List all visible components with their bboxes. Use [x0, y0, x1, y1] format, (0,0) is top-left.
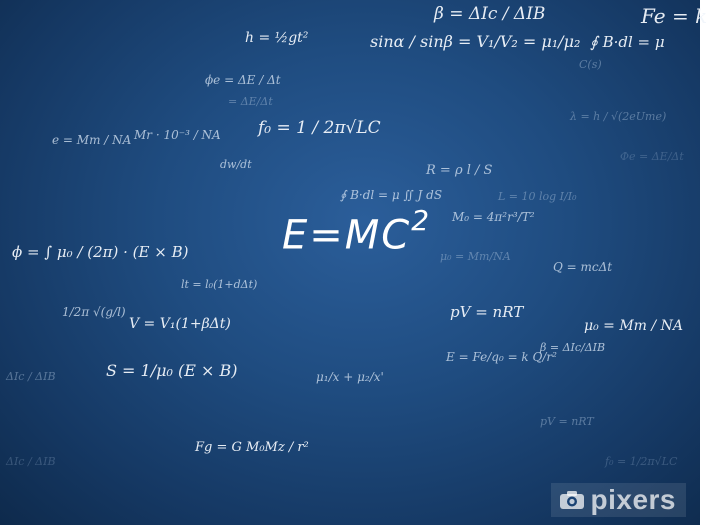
watermark-text: pixers: [590, 484, 676, 515]
formula: lt = l₀(1+dΔt): [181, 278, 258, 291]
formula: Fe = k: [641, 4, 707, 28]
formula: S = 1/μ₀ (E × B): [106, 361, 238, 380]
formula: C(s): [579, 58, 602, 71]
formula: Fg = G M₀Mz / r²: [195, 440, 309, 455]
formula: Mr · 10⁻³ / NA: [134, 128, 221, 142]
main-equation: [282, 204, 432, 259]
formula: pV = nRT: [540, 415, 594, 428]
formula: = ΔE/Δt: [228, 95, 273, 108]
formula: Φe = ΔE/Δt: [620, 150, 684, 163]
formula: R = ρ l / S: [426, 163, 493, 178]
watermark: [551, 483, 687, 517]
formula: λ = h / √(2eUme): [570, 110, 667, 123]
formula: β = ΔIc/ΔIB: [540, 341, 606, 354]
main-equation-exponent: 2: [411, 204, 432, 237]
formula: e = Mm / NA: [52, 133, 132, 147]
formula: pV = nRT: [450, 303, 524, 321]
formula: ΔIc / ΔIB: [6, 370, 56, 383]
formula: ∮ B·dl = μ: [590, 33, 665, 51]
formula: L = 10 log I/I₀: [498, 190, 577, 203]
formula: dw/dt: [220, 158, 252, 171]
formula: f₀ = 1/2π√LC: [605, 455, 678, 468]
formula: ∮ B·dl = μ ∬ J dS: [340, 188, 443, 202]
formula: ϕ = ∫ μ₀ / (2π) · (E × B): [12, 243, 189, 261]
main-equation-text: E=MC: [282, 212, 412, 259]
formula: h = ½gt²: [245, 30, 309, 46]
formula: μ₀ = Mm/NA: [440, 250, 511, 263]
formula: μ₀ = Mm / NA: [584, 318, 683, 334]
formula: E = Fe/q₀ = k Q/r²: [446, 350, 557, 364]
formula: β = ΔIc / ΔIB: [434, 4, 546, 24]
formula: ΔIc / ΔIB: [6, 455, 56, 468]
formula: 1/2π √(g/l): [62, 305, 126, 319]
formula: ϕe = ΔE / Δt: [205, 73, 281, 87]
formula: V = V₁(1+βΔt): [129, 316, 231, 332]
formula: f₀ = 1 / 2π√LC: [258, 118, 381, 138]
formula: sinα / sinβ = V₁/V₂ = μ₁/μ₂: [370, 32, 581, 51]
camera-icon: [559, 490, 585, 510]
formula: μ₁/x + μ₂/x': [316, 370, 384, 384]
formula: M₀ = 4π²r³/T²: [452, 210, 535, 224]
formula: Q = mcΔt: [553, 260, 613, 274]
